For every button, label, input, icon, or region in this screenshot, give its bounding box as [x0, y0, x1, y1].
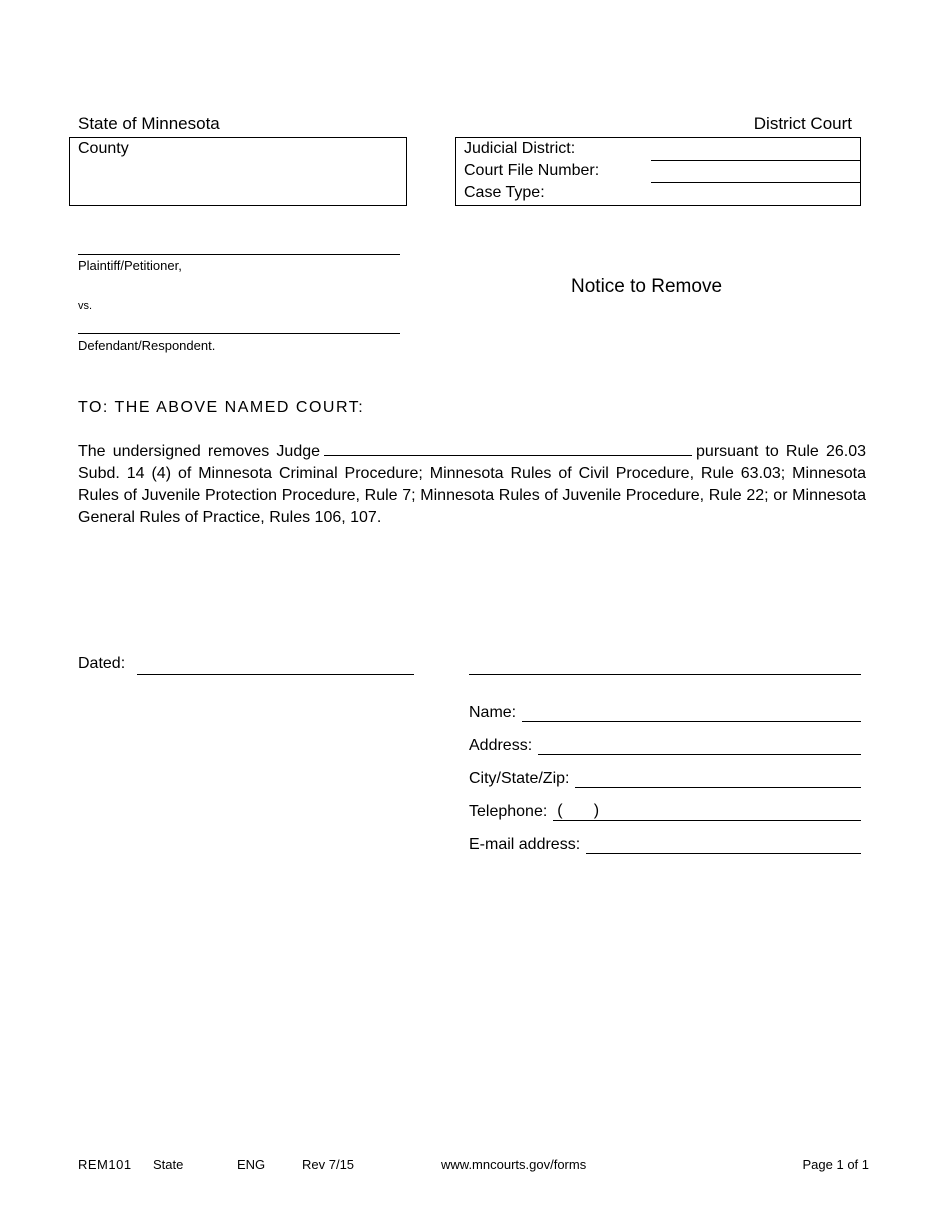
plaintiff-label: Plaintiff/Petitioner, [78, 258, 182, 273]
dated-field[interactable] [137, 674, 414, 675]
court-file-number-label: Court File Number: [464, 162, 600, 179]
city-state-zip-label: City/State/Zip: [469, 770, 570, 787]
footer-language: ENG [237, 1157, 266, 1172]
footer-page-number: Page 1 of 1 [802, 1157, 869, 1172]
email-label: E-mail address: [469, 836, 581, 853]
body-paragraph [78, 441, 866, 529]
dated-label: Dated: [78, 655, 126, 672]
county-box[interactable] [69, 137, 407, 206]
email-field[interactable] [586, 837, 861, 854]
name-label: Name: [469, 704, 517, 721]
court-heading: District Court [753, 114, 852, 133]
court-file-number-field[interactable] [651, 182, 861, 183]
address-field[interactable] [538, 738, 861, 755]
judicial-district-label: Judicial District: [464, 140, 576, 157]
state-heading: State of Minnesota [78, 114, 220, 133]
judge-name-field[interactable] [324, 441, 692, 456]
case-info-box [455, 137, 861, 206]
email-row [469, 832, 861, 854]
telephone-field[interactable] [553, 804, 861, 821]
footer-jurisdiction: State [153, 1157, 184, 1172]
defendant-line[interactable] [78, 333, 400, 334]
city-state-zip-field[interactable] [575, 771, 861, 788]
body-text-end: pursuant to Rule 26.03 Subd. 14 (4) of Minnesota Criminal Procedure; Minnesota Rules of Civil Procedure, Rule 63.03; Minnesota Rules of Juvenile Protection Procedure, Rule 7; Minnesota Rules of Juvenile Procedure, Rule 22; or Minnesota General Rules of Practice, Rules 106, 107. [78, 443, 867, 526]
telephone-row [469, 799, 861, 821]
defendant-label: Defendant/Respondent. [78, 338, 216, 353]
address-label: Address: [469, 737, 533, 754]
vs-label: vs. [78, 300, 93, 312]
footer-revision: Rev 7/15 [302, 1157, 355, 1172]
address-row [469, 733, 861, 755]
case-type-label: Case Type: [464, 184, 545, 201]
body-text-start: The undersigned removes Judge [78, 443, 321, 460]
name-row [469, 700, 861, 722]
document-title: Notice to Remove [571, 276, 723, 297]
telephone-label: Telephone: [469, 803, 548, 820]
judicial-district-field[interactable] [651, 160, 861, 161]
name-field[interactable] [522, 705, 861, 722]
form-code: REM101 [78, 1157, 132, 1172]
signature-line[interactable] [469, 674, 861, 675]
city-row [469, 766, 861, 788]
footer-website-link[interactable]: www.mncourts.gov/forms [441, 1157, 587, 1172]
telephone-area-code: ( ) [557, 802, 600, 819]
addressee: TO: THE ABOVE NAMED COURT: [78, 399, 365, 416]
plaintiff-line[interactable] [78, 254, 400, 255]
county-label: County [78, 140, 129, 157]
